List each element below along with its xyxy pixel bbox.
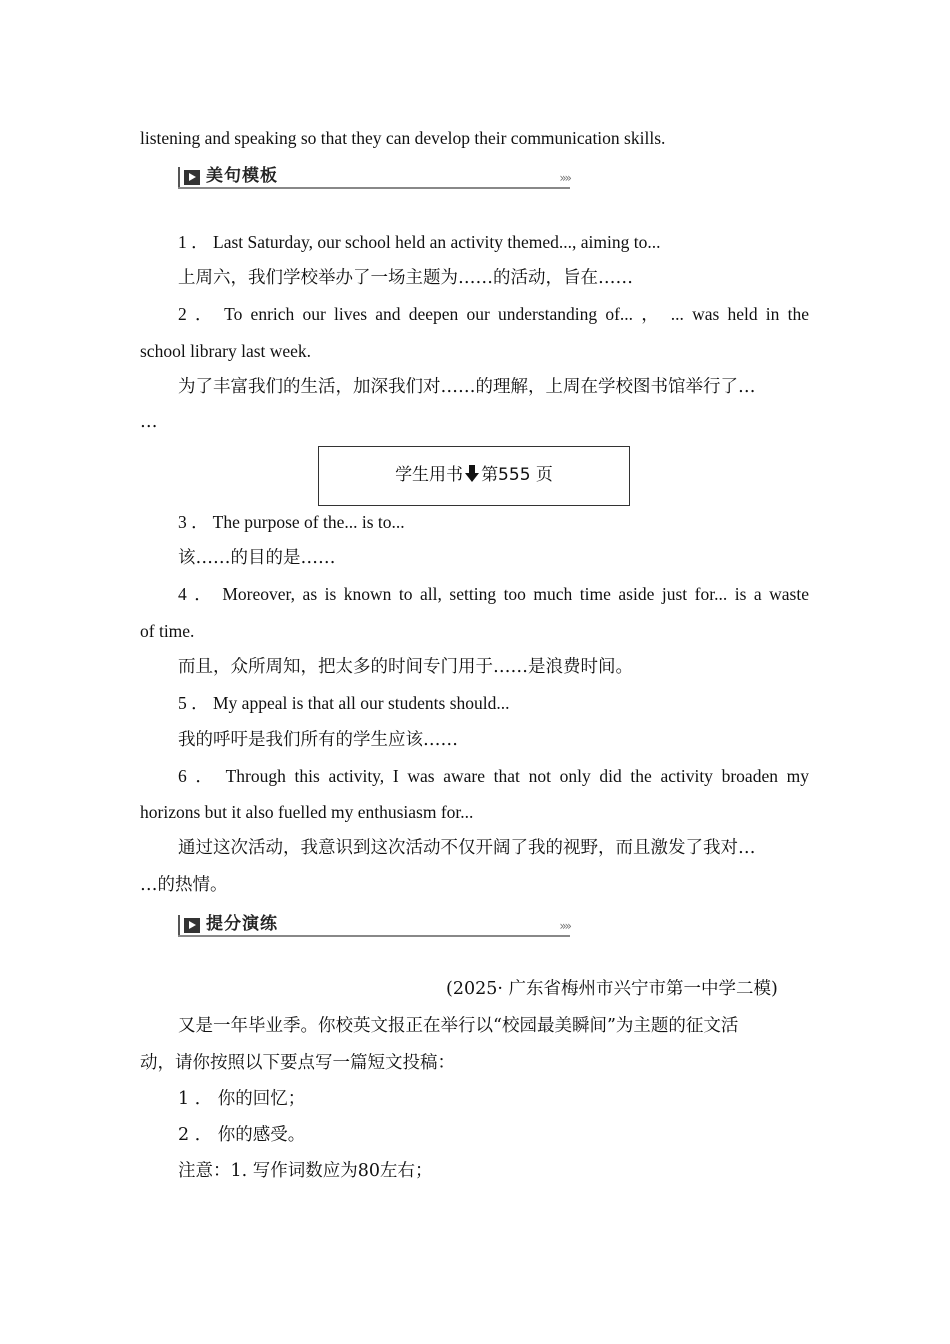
play-triangle-icon: [184, 918, 200, 933]
page-ref-suffix: 第555 页: [481, 465, 553, 485]
section-header-practice: [178, 915, 570, 941]
play-triangle-icon: [184, 170, 200, 185]
sentence-6-en: 6 ． Through this activity, I was aware that not only did the activity broaden my: [178, 766, 809, 786]
sentence-2-en: 2 ． To enrich our lives and deepen our understanding of... ， ... was held in the: [178, 304, 809, 324]
double-chevron-icon: »»: [559, 171, 570, 185]
double-chevron-icon: »»: [559, 919, 570, 933]
sentence-5-en: 5 ． My appeal is that all our students should...: [178, 693, 510, 713]
exercise-source: (2025· 广东省梅州市兴宁市第一中学二模): [446, 979, 778, 999]
sentence-3-cn: 该……的目的是……: [178, 548, 336, 568]
sentence-6-cn: 通过这次活动，我意识到这次活动不仅开阔了我的视野，而且激发了我对…: [178, 838, 756, 858]
exercise-point-2: 2 ． 你的感受。: [178, 1125, 306, 1145]
page-ref-prefix: 学生用书: [395, 465, 464, 485]
page-reference-box: [318, 446, 630, 506]
sentence-4-cn: 而且，众所周知，把太多的时间专门用于……是浪费时间。: [178, 657, 633, 677]
sentence-5-cn: 我的呼吁是我们所有的学生应该……: [178, 730, 458, 750]
intro-line: listening and speaking so that they can develop their communication skills.: [140, 128, 666, 148]
sentence-6-en-cont: horizons but it also fuelled my enthusiasm for...: [140, 802, 474, 822]
exercise-note-1: 注意：1. 写作词数应为80左右；: [178, 1161, 433, 1181]
section-header-sentence-templates: [178, 167, 570, 193]
section-title: 美句模板: [206, 166, 278, 186]
exercise-prompt-cont: 动，请你按照以下要点写一篇短文投稿：: [140, 1053, 455, 1073]
sentence-2-cn-cont: …: [140, 412, 158, 432]
sentence-3-en: 3 ． The purpose of the... is to...: [178, 512, 405, 532]
sentence-4-en: 4 ． Moreover, as is known to all, setting too much time aside just for... is a waste: [178, 584, 809, 604]
sentence-1-en: 1 ． Last Saturday, our school held an activity themed..., aiming to...: [178, 232, 661, 252]
sentence-2-cn: 为了丰富我们的生活，加深我们对……的理解，上周在学校图书馆举行了…: [178, 377, 756, 397]
exercise-prompt: 又是一年毕业季。你校英文报正在举行以“校园最美瞬间”为主题的征文活: [178, 1016, 739, 1036]
sentence-6-cn-cont: …的热情。: [140, 875, 228, 895]
sentence-1-cn: 上周六，我们学校举办了一场主题为……的活动，旨在……: [178, 268, 633, 288]
sentence-4-en-cont: of time.: [140, 621, 195, 641]
sentence-2-en-cont: school library last week.: [140, 341, 312, 361]
exercise-point-1: 1 ． 你的回忆；: [178, 1089, 306, 1109]
section-title: 提分演练: [206, 914, 278, 934]
down-arrow-icon: [465, 465, 479, 483]
